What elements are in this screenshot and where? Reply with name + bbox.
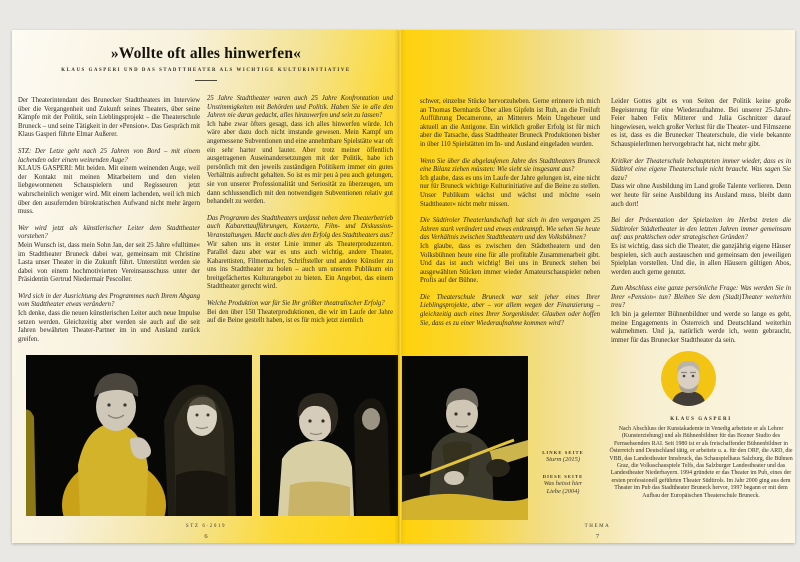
answer: Ich bin ja gelernter Bühnenbildner und werde so lange es geht, meine Engagements in Österreich und Deutschland weiterhin wahrnehmen. Und ja, natürlich werde ich, wenn gebraucht, immer für das Brunecker Stadttheater da sein. <box>611 311 791 344</box>
question: 25 Jahre Stadttheater waren auch 25 Jahre Konfrontation und Unstimmigkeiten mit Behörden und Politik. Haben Sie in alle den Jahren nie daran gedacht, alles hinzuwerfen und sein zu lassen? <box>207 95 393 120</box>
caption-title-this-page-line2: Liebe (2004) <box>546 488 580 495</box>
question: Kritiker der Theaterschule behaupteten immer wieder, dass es in Südtirol eine eigene Theaterschule nicht braucht. Was sagen Sie dazu? <box>611 157 791 182</box>
publication-footer: STZ 6·2019 <box>185 524 227 529</box>
question: Wenn Sie über die abgelaufenen Jahre des Stadttheaters Bruneck eine Bilanz ziehen müssten: Wie sieht sie insgesamt aus? <box>420 157 600 174</box>
page-number-left: 6 <box>204 533 208 540</box>
left-column-outer <box>18 97 200 344</box>
caption-title-this-page-line1: Was heisst hier <box>543 480 583 487</box>
article-title: »Wollte oft alles hinwerfen« <box>110 45 302 62</box>
photo-captions <box>533 450 593 496</box>
page-number-right: 7 <box>595 533 600 540</box>
bio-name: KLAUS GASPERI <box>670 417 732 422</box>
right-column-inner <box>420 98 600 328</box>
answer-continued: schwer, einzelne Stücke hervorzuheben. Gerne erinnere ich mich an Thomas Bernhards Über allen Gipfeln ist Ruh, an die Freiluft Aufführung Decamerone, an Mitterers Mein Ungeheuer und aktuell an die Antigone. Ein wirklich großer Erfolg ist für mich aber die Tatsache, dass Stadttheater Bruneck Produktionen bisher in über 110 Spielstätten im In- und Ausland eingeladen wurden. <box>420 98 600 148</box>
question: Bei der Präsentation der Spielzeiten im Herbst treten die Südtiroler Städtetheater in den letzten Jahren immer gemeinsam auf: aus praktischen oder strategischen Gründen? <box>611 217 791 242</box>
answer: Ich denke, dass die neuen künstlerischen Leiter auch neue Impulse setzen werden. Gleichzeitig aber werden sie auch auf die seit Jahren bewährten Theater-Partner im in und Ausland zurück greifen. <box>18 310 200 343</box>
caption-label-left-page: LINKE SEITE <box>542 450 584 455</box>
stage-photo-sturm-right <box>260 355 398 516</box>
answer: Es ist wichtig, dass sich die Theater, die ganzjährig eigene Häuser bespielen, sich auch austauschen und gemeinsam den jeweiligen Spielplan vorstellen. Und die, in allen Häusern gültigen Abos, werden auch gerne genutzt. <box>611 242 791 276</box>
answer: Ich glaube, dass es uns im Laufe der Jahre gelungen ist, eine nicht nur für Bruneck wichtige Kulturinitiative auf die Beine zu stellen. Unser Publikum wächst und wächst und möchte »sein Stadttheater« nicht mehr missen. <box>420 174 600 208</box>
question: STZ: Der Letze geht nach 25 Jahren von Bord – mit einem lachenden oder einem weinenden Auge? <box>18 147 200 164</box>
answer: Wir sahen uns in erster Linie immer als Theaterproduzenten. Parallel dazu aber war es uns auch wichtig, andere Theater, Kabarettisten, Filmemacher, Schriftsteller und andere Künstler zu uns ins Stadttheater zu holen – auch um unseren Publikum ein breitgefächertes Kulturangebot zu bieten. Ein Angebot, das einem Stadttheater gerecht wird. <box>207 240 393 291</box>
right-column-outer <box>611 98 791 345</box>
portrait-illustration <box>661 351 716 406</box>
theater-scene-illustration <box>26 355 252 516</box>
answer: Dass wir ohne Ausbildung im Land große Talente verlieren. Denn wer heute für seine Ausbildung ins Ausland muss, bleibt dann auch dort! <box>611 183 791 208</box>
stage-photo-was-heisst-hier-liebe <box>402 356 528 520</box>
answer: Ich habe zwar öfters gesagt, dass ich alles hinwerfen würde. Ich wäre aber dazu doch nicht imstande gewesen. Mein Kampf um angemessene Subventionen und eine annehmbare Spielstätte war oft ein sehr harter und lauter. Aber trotz meiner öffentlich ausgetragenen Auseinandersetzungen mit der Politik, habe ich persönlich mit den jeweils zuständigen Politikern immer ein gutes Verhältnis aufrecht gehalten. So ist es mir peu à peu auch gelungen, sie von unserer Professionalität und Seriosität zu überzeugen, um dann schlussendlich mit den notwendigen Subventionen relativ gut behandelt zu werden. <box>207 120 393 206</box>
intro-paragraph: Der Theaterintendant des Brunecker Stadttheaters im Interview über die Vergangenheit und Zukunft seines Theaters, über seine Kämpfe mit der Politik, sein Lieblingsprojekt – die Theaterschule Bruneck – und seine Tätigkeit in der »Pension«. Das Gespräch mit Klaus Gasperi führte Elmar Außerer. <box>18 97 200 139</box>
caption-title-left-page: Sturm (2015) <box>546 456 580 463</box>
answer: Bei den über 150 Theaterproduktionen, die wir im Laufe der Jahre auf die Beine gestellt haben, ist es für mich jetzt ziemlich <box>207 308 393 325</box>
question: Die Südtiroler Theaterlandschaft hat sich in den vergangen 25 Jahren stark verändert und etwas entkrampft. Wie sehen Sie heute das Verhältnis zwischen Stadttheatern und den Volksbühnen? <box>420 217 600 242</box>
question: Welche Produktion war für Sie Ihr größter theatralischer Erfolg? <box>207 300 385 308</box>
answer-continued: Leider Gottes gibt es von Seiten der Politik keine große Begeisterung für eine Wiederaufnahme. Bei unserer 25-Jahre-Feier haben Felix Mitterer und Julia Gschnitzer darauf hingewiesen, welch großer Verlust für die Theater- und Filmszene es ist, dass es die Brunecker Theaterschule, die viele bekannte SchauspielerInnen hervorgebracht hat, nicht mehr gibt. <box>611 98 791 148</box>
klaus-gasperi-portrait <box>661 351 716 406</box>
question: Wird sich in der Ausrichtung des Programmes nach Ihrem Abgang vom Stadttheater etwas verändern? <box>18 292 200 309</box>
left-page <box>12 30 400 543</box>
question: Die Theaterschule Bruneck war seit jeher eines Ihrer Lieblingsprojekte, aber – vor allem wegen der Finanzierung – gleichzeitig auch eines Ihrer Sorgenkinder. Glauben oder hoffen Sie, dass es zu einer Wiederaufnahme kommen wird? <box>420 293 600 327</box>
caption-label-this-page: DIESE SEITE <box>542 474 584 479</box>
theater-scene-illustration <box>260 355 398 516</box>
answer: Mein Wunsch ist, dass mein Sohn Jan, der seit 25 Jahre »fulltime« im Stadttheater Bruneck dabei war, gemeinsam mit Christine Lasta unser Theater in die Zukunft führt. Unterstützt werden sie dabei von einem hochmotivierten Vereinsausschuss unter der Präsidentin Gertrud Niedermair Pescoller. <box>18 241 200 284</box>
question: Zum Abschluss eine ganze persönliche Frage: Was werden Sie in Ihrer »Pension« tun? Bleiben Sie dem (Stadt)Theater weiterhin treu? <box>611 285 791 310</box>
title-divider-rule <box>195 80 217 81</box>
article-subtitle: KLAUS GASPERI UND DAS STADTTHEATER ALS WICHTIGE KULTURINITIATIVE <box>61 68 351 73</box>
question: Das Programm des Stadttheaters umfasst neben dem Theaterbetrieb auch Kabarettaufführungen, Konzerte, Film- und Diskussion-Veranstaltungen. Macht auch dies den Erfolg des Stadttheaters aus? <box>207 214 393 239</box>
bio-text: Nach Abschluss der Kunstakademie in Venedig arbeitete er als Lehrer (Kunsterziehung) und als Bühnenbildner für das Bozner Studio des Fernsehsenders RAI. Seit 1980 ist er als freischaffender Bühnenbildner in Österreich und Deutschland tätig, er arbeitete u. a. für den ORF, die ARD, die VBB, das Landestheater Innsbruck, das Schauspielhaus Salzburg, die Bühnen Graz, die Volksschauspiele Telfs, das Salzburger Landestheater und das Landestheater Niederbayern. 1994 gründete er das Theater im Pub, eines der ersten professionell geführten Theater Südtirols. Im Jahr 2000 ging aus dem Theater im Pub das Stadttheater Bruneck hervor, 1997 begann er mit dem Aufbau der Europäischen Theaterschule Bruneck. <box>609 426 793 499</box>
answer: Ich glaube, dass es zwischen den Städtetheatern und den Volksbühnen heute eine für alle profitable Zusammenarbeit gibt. Und das ist auch wichtig! Bei uns in Bruneck stehen bei ausgewählten Stücken immer wieder Amateurschauspieler neben Profis auf der Bühne. <box>420 242 600 285</box>
stage-photo-sturm-left <box>26 355 252 516</box>
answer: KLAUS GASPERI: Mit beiden. Mit einem weinenden Auge, weil der Kontakt mit meinen Mitarbeitern und den vielen liebgewonnenen Schauspielern und Regisseuren jetzt wahrscheinlich weniger wird. Mit einem lachenden, weil ich mich über den ausufernden bürokratischen Aufwand nicht mehr ärgern muss. <box>18 165 200 216</box>
left-column-inner <box>207 95 393 326</box>
theater-scene-illustration <box>402 356 528 520</box>
question: Wer wird jetzt als künstlerischer Leiter dem Stadttheater vorstehen? <box>18 224 200 241</box>
right-page <box>400 30 795 543</box>
section-footer: THEMA <box>584 524 611 529</box>
